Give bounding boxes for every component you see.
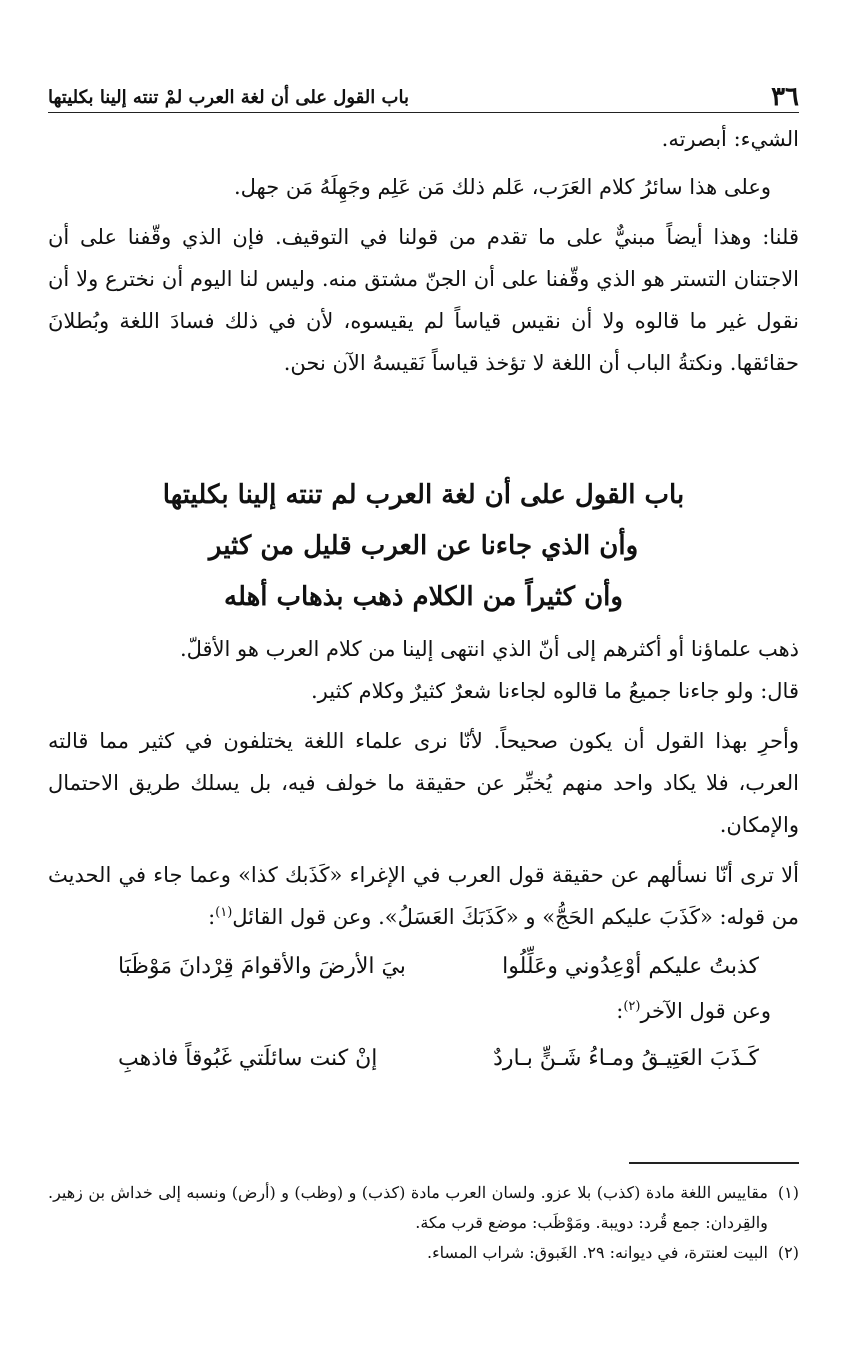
punctuation: : xyxy=(208,905,216,929)
poem-verse xyxy=(48,944,799,990)
top-text-block xyxy=(48,118,799,384)
paragraph: وعلى هذا سائرُ كلام العَرَب، عَلم ذلك مَن عَلِم وجَهِلَهُ مَن جهل. xyxy=(233,175,771,199)
footnote-divider xyxy=(629,1162,799,1164)
paragraph xyxy=(48,990,799,1032)
chapter-heading xyxy=(48,470,799,623)
chapter-heading-line: باب القول على أن لغة العرب لم تنته إلينا بكليتها xyxy=(162,480,685,510)
paragraph: ذهب علماؤنا أو أكثرهم إلى أنّ الذي انتهى إلينا من كلام العرب هو الأقلّ. xyxy=(179,637,799,661)
footnote-number: (١) xyxy=(777,1183,799,1202)
poem-verse xyxy=(48,1036,799,1082)
paragraph xyxy=(48,854,799,938)
footnote-text: مقاييس اللغة مادة (كذب) بلا عزو. ولسان العرب مادة (كذب) و (وظب) و (أرض) ونسبه إلى خداش بن زهير. والقِردان: جمع قُرد: دويبة. ومَوْظَب: موضع قرب مكة. xyxy=(48,1183,768,1232)
paragraph-text: ألا ترى أنّا نسألهم عن حقيقة قول العرب في الإغراء «كَذَبك كذا» وعما جاء في الحديث من قوله: «كَذَبَ عليكم الحَجُّ» و «كَذَبَكَ العَسَلُ». وعن قول القائل xyxy=(48,863,799,929)
verse-second-hemistich: إنْ كنت سائلَتي غَبُوقاً فاذهبِ xyxy=(118,1046,378,1071)
verse-second-hemistich: بيَ الأرضَ والأقوامَ قِرْدانَ مَوْظَبَا xyxy=(118,954,406,979)
paragraph: الشيء: أبصرته. xyxy=(661,127,799,151)
footnote xyxy=(48,1178,799,1238)
footnotes xyxy=(48,1178,799,1268)
running-title: باب القول على أن لغة العرب لمْ تنته إلينا بكليتها xyxy=(48,87,409,108)
footnote-ref: (٢) xyxy=(623,999,641,1014)
footnote-number: (٢) xyxy=(777,1243,799,1262)
chapter-heading-line: وأن الذي جاءنا عن العرب قليل من كثير xyxy=(208,531,639,561)
footnote-ref: (١) xyxy=(215,905,233,920)
main-text-block xyxy=(48,628,799,1082)
page-header xyxy=(48,80,799,113)
chapter-heading-line: وأن كثيراً من الكلام ذهب بذهاب أهله xyxy=(224,582,623,612)
paragraph-text: وعن قول الآخر xyxy=(640,999,771,1023)
paragraph: قلنا: وهذا أيضاً مبنيٌّ على ما تقدم من قولنا في التوقيف. فإن الذي وقّفنا على أن الاجتنان التستر هو الذي وقّفنا على أن الجنّ مشتق منه. وليس لنا اليوم أن نخترع ولا أن نقول غير ما قالوه ولا أن نقيس قياساً لم يقيسوه، لأن في ذلك فسادَ اللغة وبُطلانَ حقائقها. ونكتةُ الباب أن اللغة لا تؤخذ قياساً نَقيسهُ الآن نحن. xyxy=(48,225,799,375)
page-number: ٣٦ xyxy=(771,82,799,112)
footnote xyxy=(48,1238,799,1268)
verse-first-hemistich: كذبتُ عليكم أوْعِدُوني وعَلِّلُوا xyxy=(502,954,759,979)
punctuation: : xyxy=(616,999,624,1023)
paragraph: قال: ولو جاءنا جميعُ ما قالوه لجاءنا شعرٌ كثيرٌ وكلام كثير. xyxy=(310,679,799,703)
verse-first-hemistich: كَـذَبَ العَتِيـقُ ومـاءُ شَـنٍّ بـاردٌ xyxy=(493,1046,759,1071)
paragraph: وأحرِ بهذا القول أن يكون صحيحاً. لأنّا نرى علماء اللغة يختلفون في كثير مما قالته العرب، فلا يكاد واحد منهم يُخبِّر عن حقيقة ما خولف فيه، بل يسلك طريق الاحتمال والإمكان. xyxy=(48,729,799,837)
footnote-text: البيت لعنترة، في ديوانه: ٢٩. الغَبوق: شراب المساء. xyxy=(427,1243,768,1262)
